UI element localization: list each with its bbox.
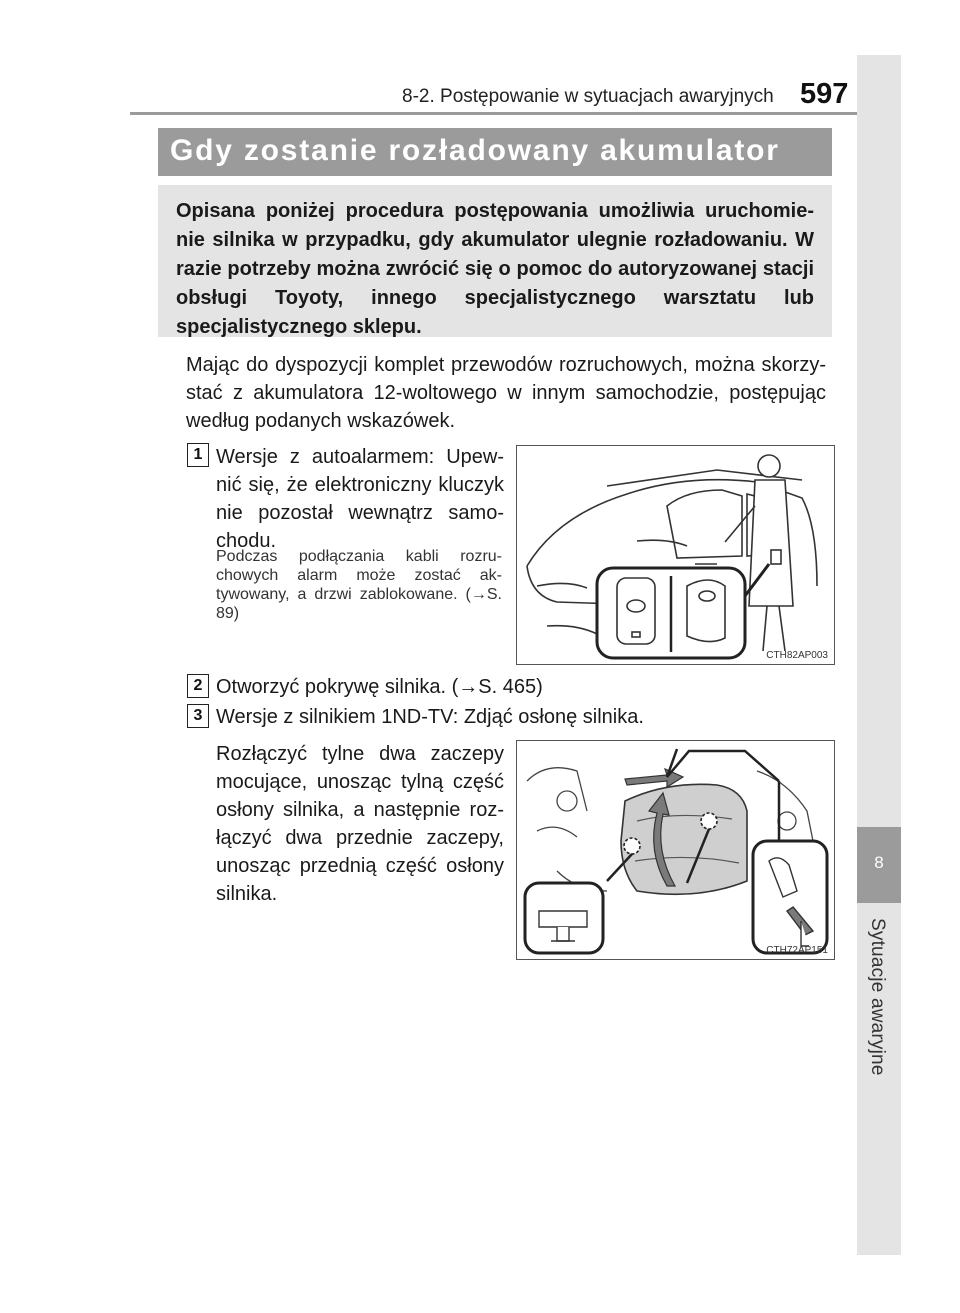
car-key-illustration bbox=[517, 446, 834, 664]
header-divider bbox=[130, 112, 858, 115]
engine-cover-illustration bbox=[517, 741, 834, 959]
step-2-number: 2 bbox=[187, 674, 209, 698]
chapter-label: Sytuacje awaryjne bbox=[867, 918, 888, 1076]
intro-text: Opisana poniżej procedura postępowania umożliwia uruchomie-nie silnika w przypadku, gdy akumulator ulegnie rozładowaniu. W razie potrzeby można zwrócić się o pomoc do autoryzowanej stacji obsługi Toyoty, innego specjalistycznego warsztatu lub specjalistycznego sklepu. bbox=[176, 200, 814, 338]
page-title: Gdy zostanie rozładowany akumulator bbox=[170, 134, 780, 167]
step-3-text: Wersje z silnikiem 1ND-TV: Zdjąć osłonę silnika. bbox=[216, 706, 644, 728]
step-1-number: 1 bbox=[187, 443, 209, 467]
figure-car-key bbox=[516, 445, 835, 665]
page-number: 597 bbox=[800, 78, 849, 110]
step-3-number: 3 bbox=[187, 704, 209, 728]
step-1-text: Wersje z autoalarmem: Upew-nić się, że elektroniczny kluczyk nie pozostał wewnątrz samo-chodu. bbox=[216, 446, 504, 552]
figure-code: CTH82AP003 bbox=[766, 650, 828, 661]
step-2-text: Otworzyć pokrywę silnika. (→S. 465) bbox=[216, 676, 543, 698]
figure-code: CTH72AP151 bbox=[766, 945, 828, 956]
chapter-number: 8 bbox=[874, 853, 884, 872]
step-3-subtext: Rozłączyć tylne dwa zaczepy mocujące, unosząc tylną część osłony silnika, a następnie roz-łączyć dwa przednie zaczepy, unosząc przednią część osłony silnika. bbox=[216, 743, 504, 905]
figure-engine-cover bbox=[516, 740, 835, 960]
intro-paragraph: Mając do dyspozycji komplet przewodów rozruchowych, można skorzy-stać z akumulatora 12-woltowego w innym samochodzie, postępując według podanych wskazówek. bbox=[186, 354, 826, 432]
step-1-note: Podczas podłączania kabli rozru-chowych alarm może zostać ak-tywowany, a drzwi zablokowane. (→S. 89) bbox=[216, 548, 502, 622]
section-title: 8-2. Postępowanie w sytuacjach awaryjnych bbox=[402, 86, 774, 107]
